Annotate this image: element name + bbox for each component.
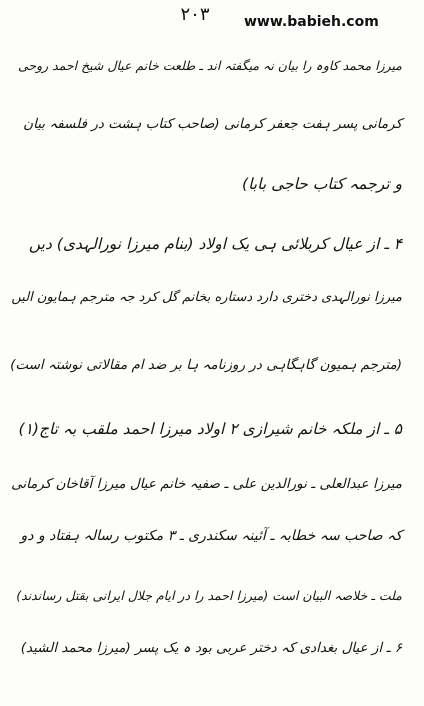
text-line-7: ۵ ـ از ملکہ خانم شیرازی ۲ اولاد میرزا احمد ملقب بہ تاج(۱) xyxy=(18,420,402,438)
page-number: ۲۰۳ xyxy=(180,4,210,25)
text-line-1: میرزا محمد کاوہ را بیان نہ میگفتہ اند ـ طلعت خانم عیال شیخ احمد روحی xyxy=(17,58,402,73)
text-line-9: کہ صاحب سہ خطابہ ـ آئینہ سکندری ـ ۳ مکتوب رسالہ ہفتاد و دو xyxy=(20,528,402,544)
site-watermark: www.babieh.com xyxy=(244,14,379,30)
text-line-5: میرزا نورالہدی دختری دارد دستاره بخانم گل کرد جہ مترجم ہمایون الیں xyxy=(11,290,402,305)
text-line-10: ملت ـ خلاصہ البیان است (میرزا احمد را در ایام جلال ایرانی بقتل رساندند) xyxy=(16,588,402,603)
text-line-6: (مترجم ہمیون گاہگاہی در روزنامہ ہا بر ضد ام مقالاتی نوشتہ است) xyxy=(10,357,402,373)
text-line-3: و ترجمہ کتاب حاجی بابا) xyxy=(242,175,402,193)
text-line-4: ۴ ـ از عیال کربلائی ہی یک اولاد (بنام میرزا نورالہدی) دیں xyxy=(28,235,402,253)
text-line-2: کرمانی پسر ہفت جعفر کرمانی (صاحب کتاب ہشت در فلسفہ بیان xyxy=(23,116,402,132)
text-line-8: میرزا عبدالعلی ـ نورالدین علی ـ صفیہ خانم عیال میرزا آقاخان کرمانی xyxy=(11,476,402,492)
text-line-11: ۶ ـ از عیال بغدادی کہ دختر عربی بود ہ یک پسر (میرزا محمد الشید) xyxy=(20,640,402,656)
